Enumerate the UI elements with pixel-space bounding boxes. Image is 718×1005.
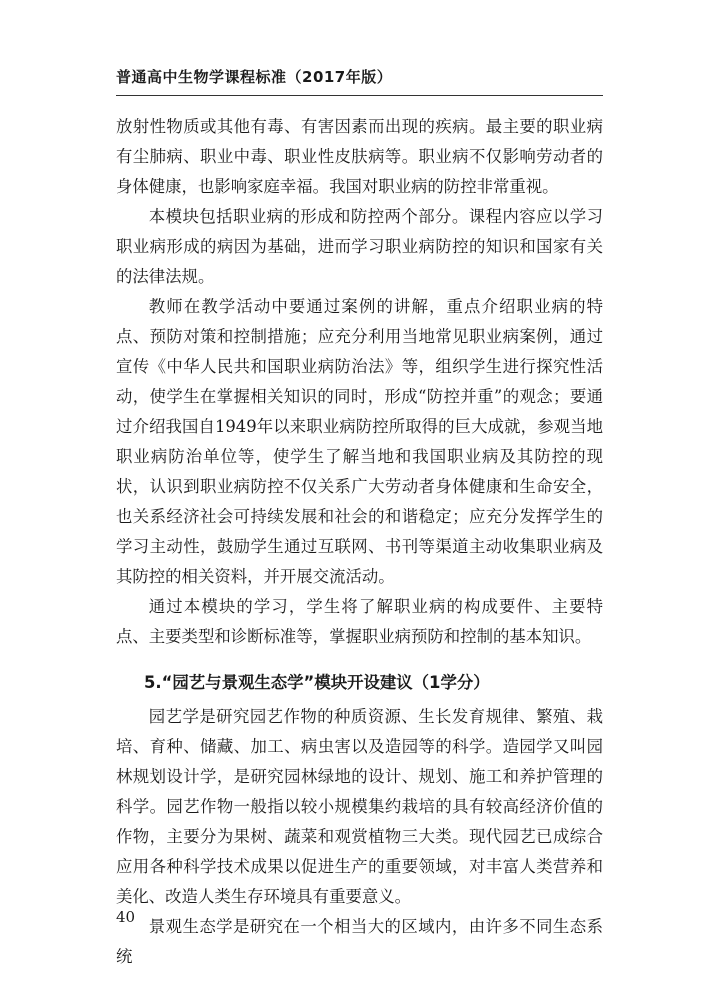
paragraph-teaching-suggestions: 教师在教学活动中要通过案例的讲解，重点介绍职业病的特点、预防对策和控制措施；应充分利用当地常见职业病案例，通过宣传《中华人民共和国职业病防治法》等，组织学生进行探究性活动，使学生在掌握相关知识的同时，形成“防控并重”的观念；要通过介绍我国自1949年以来职业病防控所取得的巨大成就，参观当地职业病防治单位等，使学生了解当地和我国职业病及其防控的现状，认识到职业病防控不仅关系广大劳动者身体健康和生命安全，也关系经济社会可持续发展和社会的和谐稳定；应充分发挥学生的学习主动性，鼓励学生通过互联网、书刊等渠道主动收集职业病及其防控的相关资料，并开展交流活动。 <box>116 297 603 586</box>
running-header-title: 普通高中生物学课程标准（2017年版） <box>116 68 393 86</box>
paragraph-learning-outcomes: 通过本模块的学习，学生将了解职业病的构成要件、主要特点、主要类型和诊断标准等，掌握职业病预防和控制的基本知识。 <box>116 597 603 646</box>
paragraph-module-overview: 本模块包括职业病的形成和防控两个部分。课程内容应以学习职业病形成的病因为基础，进而学习职业病防控的知识和国家有关的法律法规。 <box>116 207 603 286</box>
paragraph-landscape-ecology: 景观生态学是研究在一个相当大的区域内，由许多不同生态系统 <box>116 917 603 966</box>
paragraph-continued: 放射性物质或其他有毒、有害因素而出现的疾病。最主要的职业病有尘肺病、职业中毒、职业性皮肤病等。职业病不仅影响劳动者的身体健康，也影响家庭幸福。我国对职业病的防控非常重视。 <box>116 117 603 196</box>
page-body <box>116 112 603 972</box>
paragraph-horticulture: 园艺学是研究园艺作物的种质资源、生长发育规律、繁殖、栽培、育种、储藏、加工、病虫害以及造园等的科学。造园学又叫园林规划设计学，是研究园林绿地的设计、规划、施工和养护管理的科学。园艺作物一般指以较小规模集约栽培的具有较高经济价值的作物，主要分为果树、蔬菜和观赏植物三大类。现代园艺已成综合应用各种科学技术成果以促进生产的重要领域，对丰富人类营养和美化、改造人类生存环境具有重要意义。 <box>116 707 603 906</box>
section-heading: 5.“园艺与景观生态学”模块开设建议（1学分） <box>144 673 490 692</box>
header-divider <box>116 95 603 96</box>
page-number: 40 <box>116 908 136 926</box>
